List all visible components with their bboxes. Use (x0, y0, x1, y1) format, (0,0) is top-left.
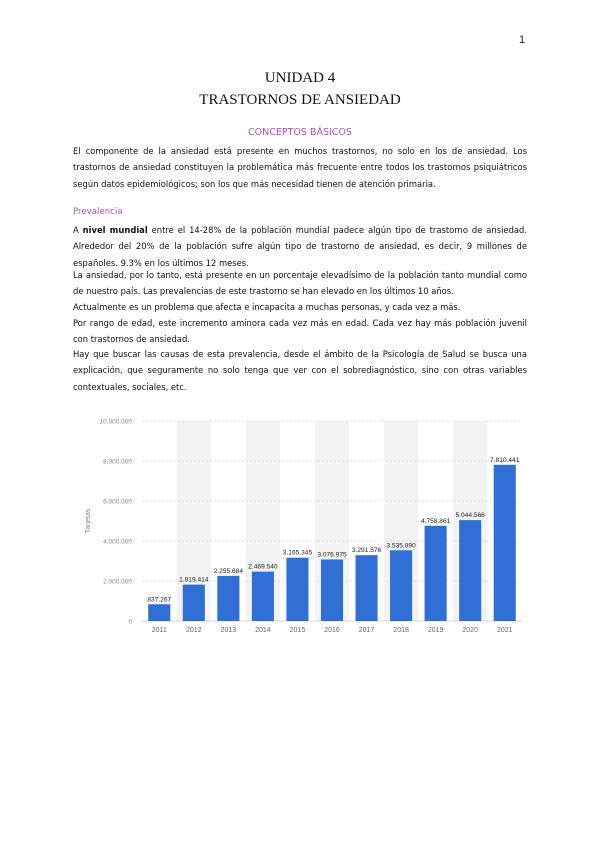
bar (148, 604, 170, 621)
prevalence-rest: entre el 14-28% de la población mundial padece algún tipo de trastorno de ansiedad. Alrededor del 20% de la población sufre algún tipo de trastorno de ansiedad, es decir, 9 millones de españoles. 9.3% en los últimos 12 meses. (73, 225, 527, 268)
bar (217, 576, 239, 621)
bar-value-label: 1.819.414 (179, 576, 209, 584)
bar-value-label: 3.535.890 (386, 542, 416, 550)
bar (286, 558, 308, 621)
prevalence-paragraph-1 (73, 222, 527, 271)
section-heading: CONCEPTOS BÁSICOS (248, 127, 352, 138)
x-tick-label: 2021 (496, 627, 513, 634)
y-tick-label: 2.000.000 (103, 578, 132, 586)
prevalence-paragraph-4: Por rango de edad, este incremento aminora cada vez más en edad. Cada vez hay más población juvenil con trastornos de ansiedad. (73, 318, 527, 345)
prevalence-paragraph-5: Hay que buscar las causas de esta prevalencia, desde el ámbito de la Psicología de Salud se busca una explicación, que seguramente no solo tenga que ver con el sobrediagnóstico, sino con otras variables contextuales, sociales, etc. (73, 349, 527, 392)
x-tick-label: 2015 (289, 627, 306, 634)
bar-chart (70, 405, 530, 645)
y-tick-label: 4.000.000 (103, 538, 132, 546)
bar-value-label: 2.255.684 (213, 567, 244, 575)
unit-subtitle: TRASTORNOS DE ANSIEDAD (199, 92, 401, 108)
x-tick-label: 2018 (393, 627, 409, 634)
bar (425, 526, 447, 621)
y-tick-label: 0 (128, 618, 132, 626)
prevalence-bold-term: nivel mundial (82, 225, 148, 235)
bar (355, 555, 377, 621)
bar-value-label: 7.810.441 (490, 456, 520, 464)
bar (252, 572, 274, 621)
x-tick-label: 2017 (358, 627, 375, 634)
prevalence-prefix: A (73, 225, 83, 235)
bar-value-label: 3.165.345 (282, 549, 313, 557)
bar-value-label: 837.267 (147, 596, 172, 604)
bar-value-label: 2.469.540 (248, 563, 278, 571)
prevalence-heading: Prevalencia (73, 207, 123, 217)
x-tick-label: 2012 (186, 627, 202, 634)
x-tick-label: 2011 (151, 627, 167, 634)
x-tick-label: 2014 (255, 627, 271, 634)
y-tick-label: 10.000.000 (99, 418, 132, 426)
bar (321, 559, 343, 621)
bar-value-label: 3.291.576 (351, 547, 382, 555)
y-tick-label: 6.000.000 (103, 498, 132, 506)
bar-value-label: 4.758.861 (420, 517, 451, 525)
bar (183, 585, 205, 621)
bar (459, 520, 481, 621)
bar-chart-svg (70, 405, 530, 645)
bar (494, 465, 516, 621)
prevalence-paragraph-2: La ansiedad, por lo tanto, está presente en un porcentaje elevadísimo de la población tanto mundial como de nuestro país. Las prevalencias de este trastorno se han elevado en los últimos 10 años. (73, 270, 527, 297)
x-tick-label: 2013 (220, 627, 237, 634)
bar (390, 550, 412, 621)
bar-value-label: 3.076.975 (317, 551, 347, 559)
unit-title: UNIDAD 4 (264, 70, 336, 86)
x-tick-label: 2019 (427, 627, 444, 634)
bar-value-label: 5.044.566 (455, 512, 485, 520)
page-number: 1 (519, 34, 526, 46)
x-tick-label: 2020 (462, 627, 478, 634)
x-tick-label: 2016 (324, 627, 340, 634)
prevalence-paragraph-3: Actualmente es un problema que afecta e incapacita a muchas personas, y cada vez a más. (73, 302, 461, 312)
intro-paragraph: El componente de la ansiedad está presente en muchos trastornos, no solo en los de ansiedad. Los trastornos de ansiedad constituyen la problemática más frecuente entre todos los trastornos psiquiátricos según datos epidemiológicos; son los que más necesidad tienen de atención primaria. (73, 146, 527, 189)
y-axis-label: Tarjetas (85, 508, 92, 534)
y-tick-label: 8.000.000 (103, 458, 132, 466)
